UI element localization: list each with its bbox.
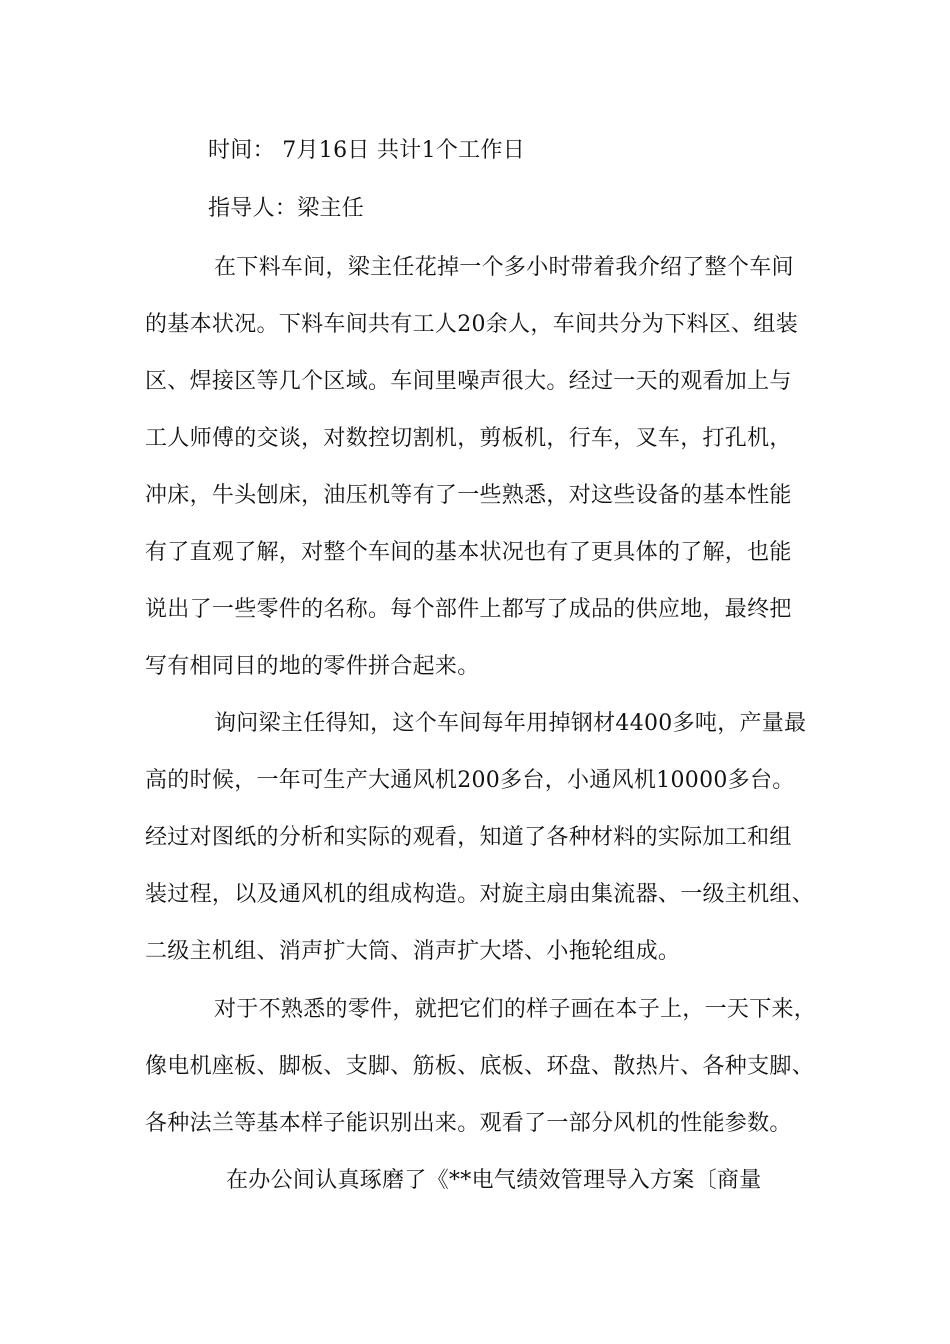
paragraph-line: 区、焊接区等几个区域。车间里噪声很大。经过一天的观看加上与	[145, 369, 792, 394]
paragraph-line: 冲床，牛头刨床，油压机等有了一些熟悉，对这些设备的基本性能	[145, 483, 792, 508]
paragraph-line: 高的时候，一年可生产大通风机200多台，小通风机10000多台。	[145, 768, 795, 793]
paragraph-line: 各种法兰等基本样子能识别出来。观看了一部分风机的性能参数。	[145, 1111, 792, 1136]
paragraph-line: 经过对图纸的分析和实际的观看，知道了各种材料的实际加工和组	[145, 825, 792, 850]
paragraph-line: 二级主机组、消声扩大筒、消声扩大塔、小拖轮组成。	[145, 939, 681, 964]
paragraph-line: 像电机座板、脚板、支脚、筋板、底板、环盘、散热片、各种支脚、	[145, 1054, 815, 1079]
time-line: 时间： 7月16日 共计1个工作日	[208, 138, 526, 163]
paragraph-line: 说出了一些零件的名称。每个部件上都写了成品的供应地，最终把	[145, 597, 792, 622]
paragraph-line: 在下料车间，梁主任花掉一个多小时带着我介绍了整个车间	[214, 255, 794, 280]
paragraph-line: 在办公间认真琢磨了《**电气绩效管理导入方案〔商量	[226, 1168, 762, 1193]
paragraph-line: 对于不熟悉的零件，就把它们的样子画在本子上，一天下来，	[214, 997, 817, 1022]
paragraph-line: 有了直观了解，对整个车间的基本状况也有了更具体的了解，也能	[145, 540, 792, 565]
guide-line: 指导人：梁主任	[208, 196, 365, 221]
paragraph-line: 装过程，以及通风机的组成构造。对旋主扇由集流器、一级主机组、	[145, 882, 815, 907]
paragraph-line: 工人师傅的交谈，对数控切割机，剪板机，行车，叉车，打孔机，	[145, 426, 792, 451]
paragraph-line: 的基本状况。下料车间共有工人20余人，车间共分为下料区、组装	[145, 312, 798, 337]
paragraph-line: 询问梁主任得知，这个车间每年用掉钢材4400多吨，产量最	[214, 711, 807, 736]
paragraph-line: 写有相同目的地的零件拼合起来。	[145, 654, 480, 679]
